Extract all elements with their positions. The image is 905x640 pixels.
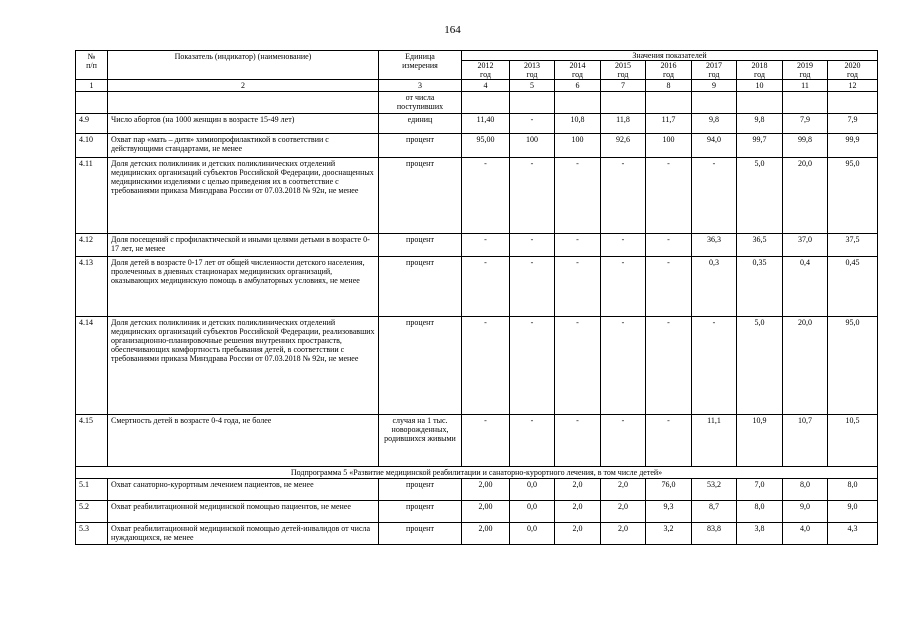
value-cell: - (462, 317, 510, 415)
value-cell: 4,0 (783, 523, 828, 545)
value-cell: - (555, 317, 601, 415)
value-cell (646, 92, 692, 114)
value-cell: 9,8 (737, 114, 783, 134)
value-cell: 95,0 (828, 317, 878, 415)
indicator-name: Доля детей в возрасте 0-17 лет от общей численности детского населения, пролеченных в дневных стационарах медицинских организаций, оказывающих медицинскую помощь в амбулаторных условиях, не менее (108, 257, 379, 317)
value-cell: 11,7 (646, 114, 692, 134)
value-cell: 8,0 (828, 479, 878, 501)
table-row (76, 257, 878, 317)
value-cell: 8,7 (692, 501, 737, 523)
column-number: 9 (692, 80, 737, 92)
value-cell: 95,0 (828, 158, 878, 234)
value-cell: 99,8 (783, 134, 828, 158)
value-cell (692, 92, 737, 114)
value-cell: - (510, 317, 555, 415)
value-cell: - (601, 158, 646, 234)
table-row (76, 92, 878, 114)
value-cell: - (601, 234, 646, 257)
value-cell: 8,0 (783, 479, 828, 501)
value-cell: 0,3 (692, 257, 737, 317)
row-number: 5.3 (76, 523, 108, 545)
value-cell: 11,8 (601, 114, 646, 134)
table-row (76, 523, 878, 545)
value-cell: 94,0 (692, 134, 737, 158)
value-cell: - (646, 158, 692, 234)
value-cell: 36,5 (737, 234, 783, 257)
unit-cell: процент (379, 317, 462, 415)
indicator-name: Число абортов (на 1000 женщин в возрасте 15-49 лет) (108, 114, 379, 134)
value-cell: 37,5 (828, 234, 878, 257)
value-cell: 0,45 (828, 257, 878, 317)
row-number (76, 92, 108, 114)
value-cell: - (510, 257, 555, 317)
value-cell: 99,7 (737, 134, 783, 158)
value-cell: 5,0 (737, 158, 783, 234)
indicator-name: Доля детских поликлиник и детских поликлинических отделений медицинских организаций субъектов Российской Федерации, реализовавших организационно-планировочные решения внутренних пространств, обеспечивающих комфортность пребывания детей, в соответствии с требованиями приказа Минздрава России от 07.03.2018 № 92н, не менее (108, 317, 379, 415)
value-cell: 2,0 (555, 501, 601, 523)
indicator-name (108, 92, 379, 114)
value-cell: 0,35 (737, 257, 783, 317)
unit-cell: от числа поступивших (379, 92, 462, 114)
unit-cell: случая на 1 тыс. новорожденных, родившихся живыми (379, 415, 462, 467)
value-cell: 9,3 (646, 501, 692, 523)
value-cell (601, 92, 646, 114)
column-number: 3 (379, 80, 462, 92)
table-row (76, 317, 878, 415)
value-cell: 10,9 (737, 415, 783, 467)
value-cell: - (555, 158, 601, 234)
value-cell: - (510, 234, 555, 257)
indicator-name: Охват реабилитационной медицинской помощью пациентов, не менее (108, 501, 379, 523)
value-cell: - (692, 158, 737, 234)
value-cell: - (462, 158, 510, 234)
value-cell (737, 92, 783, 114)
value-cell: - (462, 257, 510, 317)
value-cell: - (555, 257, 601, 317)
value-cell: - (510, 158, 555, 234)
value-cell: 4,3 (828, 523, 878, 545)
indicator-name: Смертность детей в возрасте 0-4 года, не более (108, 415, 379, 467)
value-cell: 92,6 (601, 134, 646, 158)
column-number: 12 (828, 80, 878, 92)
value-cell: 9,8 (692, 114, 737, 134)
column-number: 8 (646, 80, 692, 92)
value-cell: 20,0 (783, 158, 828, 234)
table-row (76, 234, 878, 257)
value-cell: - (601, 257, 646, 317)
row-number: 4.15 (76, 415, 108, 467)
value-cell: 0,0 (510, 479, 555, 501)
section-title-row (76, 467, 878, 479)
value-cell: 11,40 (462, 114, 510, 134)
header-row (76, 51, 878, 61)
row-number: 4.11 (76, 158, 108, 234)
header-indicator: Показатель (индикатор) (наименование) (108, 51, 379, 80)
value-cell: 7,9 (783, 114, 828, 134)
row-number: 4.12 (76, 234, 108, 257)
column-number: 11 (783, 80, 828, 92)
header-unit: Единица измерения (379, 51, 462, 80)
unit-cell: процент (379, 257, 462, 317)
value-cell: - (510, 415, 555, 467)
value-cell: - (646, 234, 692, 257)
value-cell: 2,00 (462, 501, 510, 523)
indicators-table (75, 50, 878, 545)
value-cell: 95,00 (462, 134, 510, 158)
value-cell: 99,9 (828, 134, 878, 158)
column-number: 10 (737, 80, 783, 92)
column-number: 4 (462, 80, 510, 92)
value-cell (555, 92, 601, 114)
value-cell: 37,0 (783, 234, 828, 257)
header-year: 2014 год (555, 61, 601, 80)
header-year: 2013 год (510, 61, 555, 80)
unit-cell: процент (379, 234, 462, 257)
header-year: 2017 год (692, 61, 737, 80)
value-cell: 2,00 (462, 479, 510, 501)
unit-cell: процент (379, 158, 462, 234)
header-year: 2016 год (646, 61, 692, 80)
value-cell: 10,7 (783, 415, 828, 467)
value-cell: 83,8 (692, 523, 737, 545)
value-cell: - (601, 415, 646, 467)
unit-cell: единиц (379, 114, 462, 134)
unit-cell: процент (379, 501, 462, 523)
header-num: № п/п (76, 51, 108, 80)
value-cell (828, 92, 878, 114)
indicator-name: Охват санаторно-курортным лечением пациентов, не менее (108, 479, 379, 501)
column-number: 7 (601, 80, 646, 92)
value-cell: 9,0 (783, 501, 828, 523)
table-row (76, 158, 878, 234)
value-cell: - (646, 317, 692, 415)
value-cell: 2,0 (555, 479, 601, 501)
column-number: 6 (555, 80, 601, 92)
value-cell: 100 (555, 134, 601, 158)
table-row (76, 501, 878, 523)
table-row (76, 479, 878, 501)
unit-cell: процент (379, 134, 462, 158)
value-cell: 7,0 (737, 479, 783, 501)
header-year: 2020 год (828, 61, 878, 80)
indicator-name: Доля посещений с профилактической и иными целями детьми в возрасте 0-17 лет, не менее (108, 234, 379, 257)
value-cell: 100 (510, 134, 555, 158)
value-cell: 53,2 (692, 479, 737, 501)
value-cell: 8,0 (737, 501, 783, 523)
row-number: 4.10 (76, 134, 108, 158)
value-cell: 76,0 (646, 479, 692, 501)
column-numbers-row (76, 80, 878, 92)
value-cell (462, 92, 510, 114)
value-cell (510, 92, 555, 114)
page-number: 164 (444, 24, 461, 36)
value-cell: - (692, 317, 737, 415)
value-cell: 11,1 (692, 415, 737, 467)
table-row (76, 415, 878, 467)
section-title: Подпрограмма 5 «Развитие медицинской реабилитации и санаторно-курортного лечения, в том числе детей» (76, 467, 878, 479)
table-row (76, 134, 878, 158)
table-row (76, 114, 878, 134)
header-year: 2015 год (601, 61, 646, 80)
value-cell: - (555, 234, 601, 257)
value-cell: - (646, 257, 692, 317)
header-year: 2018 год (737, 61, 783, 80)
value-cell: 9,0 (828, 501, 878, 523)
header-year: 2019 год (783, 61, 828, 80)
value-cell: 2,0 (601, 501, 646, 523)
row-number: 5.1 (76, 479, 108, 501)
row-number: 4.14 (76, 317, 108, 415)
value-cell: 10,5 (828, 415, 878, 467)
value-cell: 0,4 (783, 257, 828, 317)
indicator-name: Доля детских поликлиник и детских поликлинических отделений медицинских организаций субъектов Российской Федерации, дооснащенных медицинскими изделиями с целью приведения их в соответствие с требованиями приказа Минздрава России от 07.03.2018 № 92н, не менее (108, 158, 379, 234)
column-number: 5 (510, 80, 555, 92)
value-cell: 2,0 (555, 523, 601, 545)
value-cell: 36,3 (692, 234, 737, 257)
indicator-name: Охват реабилитационной медицинской помощью детей-инвалидов от числа нуждающихся, не менее (108, 523, 379, 545)
value-cell: - (510, 114, 555, 134)
value-cell: 10,8 (555, 114, 601, 134)
value-cell: 2,0 (601, 523, 646, 545)
value-cell: 2,0 (601, 479, 646, 501)
value-cell: - (462, 415, 510, 467)
value-cell: 100 (646, 134, 692, 158)
unit-cell: процент (379, 523, 462, 545)
value-cell: - (462, 234, 510, 257)
header-values-group: Значения показателей (462, 51, 878, 61)
indicator-name: Охват пар «мать – дитя» химиопрофилактикой в соответствии с действующими стандартами, не менее (108, 134, 379, 158)
column-number: 2 (108, 80, 379, 92)
value-cell: 7,9 (828, 114, 878, 134)
header-year: 2012 год (462, 61, 510, 80)
row-number: 4.13 (76, 257, 108, 317)
value-cell: 3,2 (646, 523, 692, 545)
column-number: 1 (76, 80, 108, 92)
value-cell: - (555, 415, 601, 467)
row-number: 5.2 (76, 501, 108, 523)
value-cell: - (601, 317, 646, 415)
value-cell: 3,8 (737, 523, 783, 545)
value-cell: 20,0 (783, 317, 828, 415)
value-cell: 2,00 (462, 523, 510, 545)
unit-cell: процент (379, 479, 462, 501)
row-number: 4.9 (76, 114, 108, 134)
value-cell: 0,0 (510, 523, 555, 545)
value-cell (783, 92, 828, 114)
value-cell: - (646, 415, 692, 467)
value-cell: 0,0 (510, 501, 555, 523)
value-cell: 5,0 (737, 317, 783, 415)
